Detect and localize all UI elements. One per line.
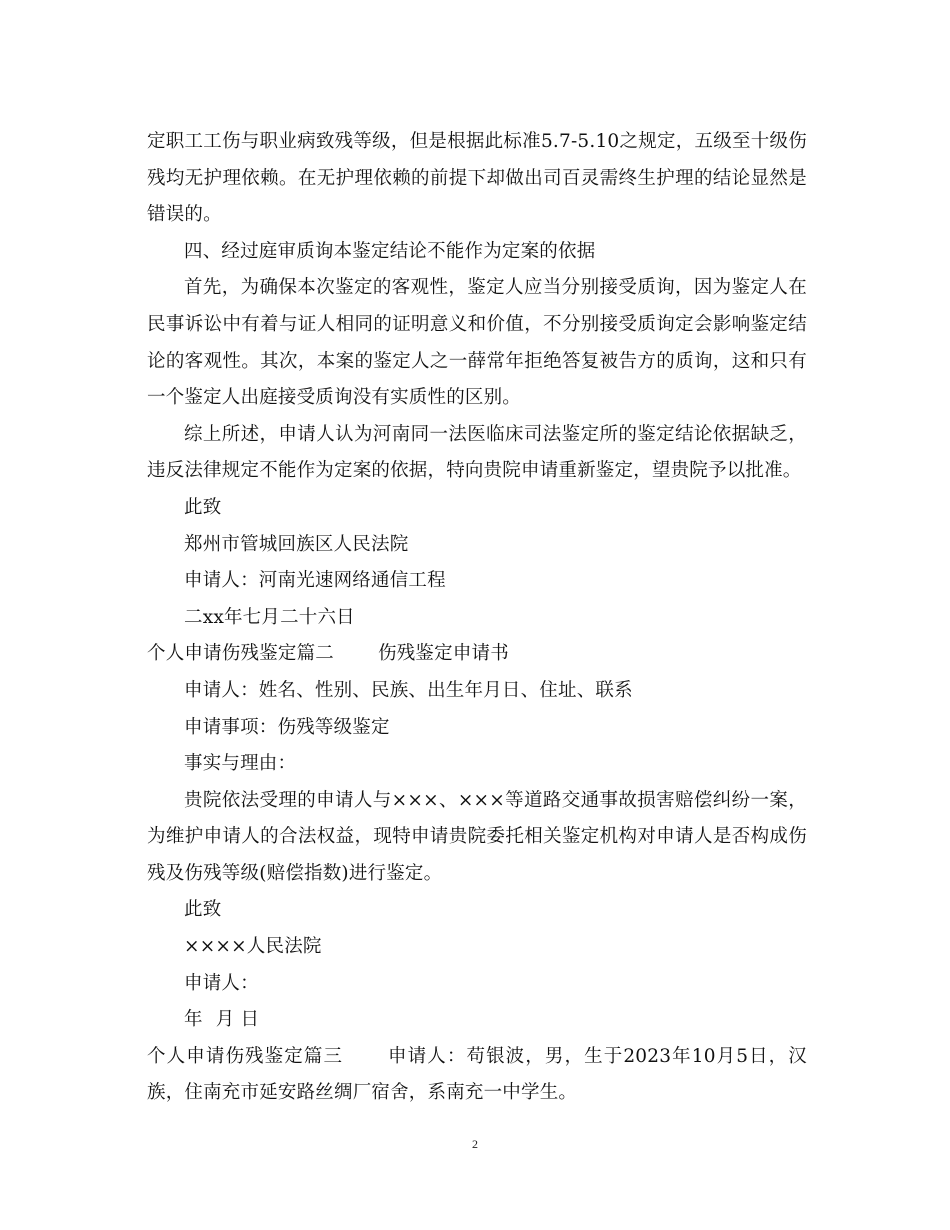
section-two-date-line <box>147 1002 807 1039</box>
section-two-heading-line <box>147 636 807 673</box>
page-number: 2 <box>472 1137 478 1151</box>
closing-salutation: 此致 <box>184 496 222 518</box>
date-year-label: 年 <box>184 1009 203 1031</box>
date-month-day-label: 月 日 <box>215 1009 260 1031</box>
section-two-request-item: 申请事项：伤残等级鉴定 <box>184 716 390 738</box>
section-three-paragraph <box>147 1039 807 1112</box>
document-body <box>147 124 807 1112</box>
section-two-salutation: 此致 <box>184 899 222 921</box>
court-name: 郑州市管城回族区人民法院 <box>184 533 409 555</box>
section-two-facts-body: 贵院依法受理的申请人与×××、×××等道路交通事故损害赔偿纠纷一案，为维护申请人的合法权益，现特申请贵院委托相关鉴定机构对申请人是否构成伤残及伤残等级(赔偿指数)进行鉴定。 <box>147 789 807 884</box>
paragraph-point-four-heading: 四、经过庭审质询本鉴定结论不能作为定案的依据 <box>184 240 596 262</box>
section-two-applicant-signature: 申请人： <box>184 972 259 994</box>
applicant-signature: 申请人：河南光速网络通信工程 <box>184 570 446 592</box>
section-three-heading: 个人申请伤残鉴定篇三 <box>147 1045 344 1067</box>
paragraph-standard-continuation: 定职工工伤与职业病致残等级，但是根据此标准5.7-5.10之规定，五级至十级伤残均无护理依赖。在无护理依赖的前提下却做出司百灵需终生护理的结论显然是错误的。 <box>147 131 807 226</box>
document-date: 二xx年七月二十六日 <box>184 606 355 628</box>
section-two-applicant-info: 申请人：姓名、性别、民族、出生年月日、住址、联系 <box>184 679 633 701</box>
section-two-heading: 个人申请伤残鉴定篇二 <box>147 643 335 665</box>
paragraph-conclusion: 综上所述，申请人认为河南同一法医临床司法鉴定所的鉴定结论依据缺乏，违反法律规定不能作为定案的依据，特向贵院申请重新鉴定，望贵院予以批准。 <box>147 423 807 482</box>
section-three-text: 申请人：苟银波，男，生于2023年10月5日，汉族，住南充市延安路丝绸厂宿舍，系南充一中学生。 <box>147 1045 807 1104</box>
section-two-court-name: ××××人民法院 <box>184 936 322 958</box>
section-two-facts-label: 事实与理由： <box>184 753 297 775</box>
section-two-title: 伤残鉴定申请书 <box>378 643 509 665</box>
paragraph-examination: 首先，为确保本次鉴定的客观性，鉴定人应当分别接受质询，因为鉴定人在民事诉讼中有着与证人相同的证明意义和价值，不分别接受质询定会影响鉴定结论的客观性。其次，本案的鉴定人之一薛常年拒绝答复被告方的质询，这和只有一个鉴定人出庭接受质询没有实质性的区别。 <box>147 277 807 409</box>
